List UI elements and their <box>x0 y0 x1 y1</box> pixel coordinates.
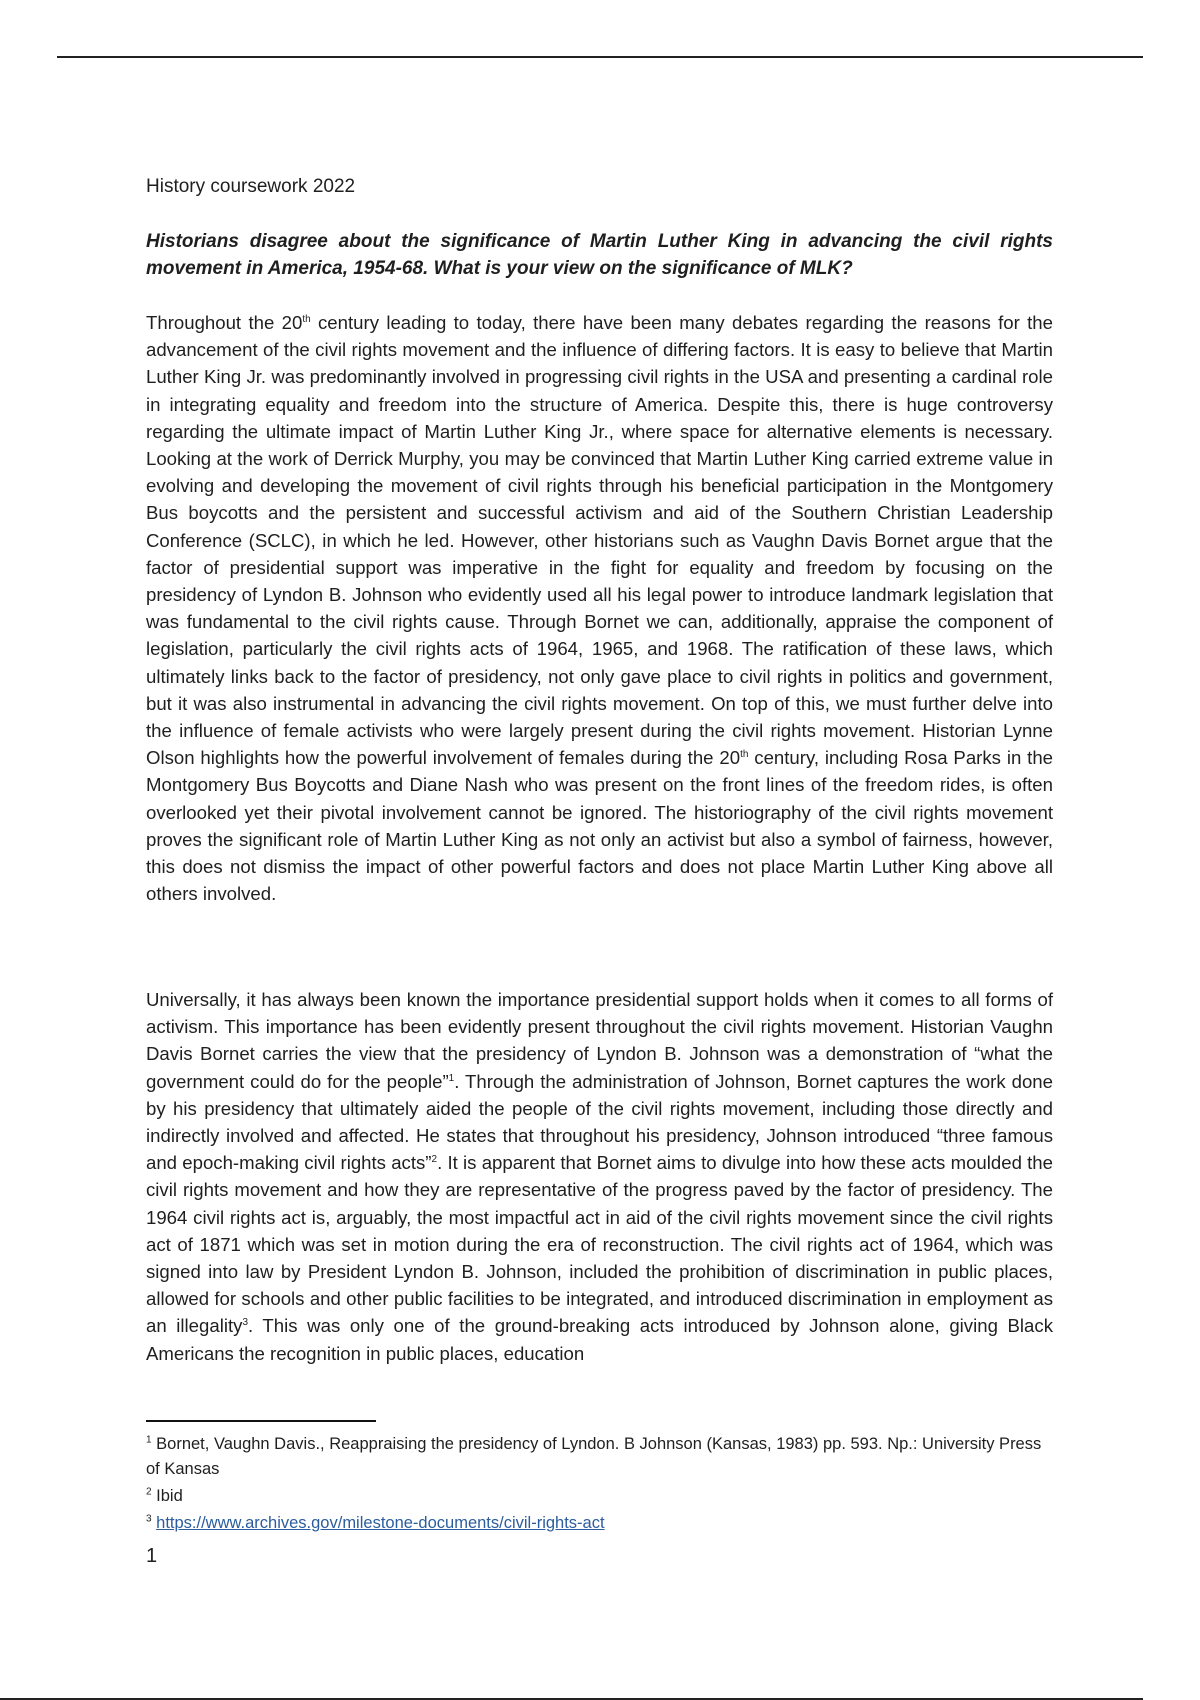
footnote-3 <box>146 1511 1053 1536</box>
footnote-number: 2 <box>146 1486 152 1498</box>
footnotes <box>146 1432 1053 1538</box>
footnote-ref-1[interactable]: 1 <box>448 1072 455 1084</box>
footnote-number: 1 <box>146 1434 152 1446</box>
paragraph-text: century leading to today, there have been many debates regarding the reasons for the advancement of the civil rights movement and the influence of differing factors. It is easy to believe that Martin Luther King Jr. was predominantly involved in progressing civil rights in the USA and presenting a cardinal role in integrating equality and freedom into the structure of America. Despite this, there is huge controversy regarding the ultimate impact of Martin Luther King Jr., where space for alternative elements is necessary. Looking at the work of Derrick Murphy, you may be convinced that Martin Luther King carried extreme value in evolving and developing the movement of civil rights through his beneficial participation in the Montgomery Bus boycotts and the persistent and successful activism and aid of the Southern Christian Leadership Conference (SCLC), in which he led. However, other historians such as Vaughn Davis Bornet argue that the factor of presidential support was imperative in the fight for equality and freedom by focusing on the presidency of Lyndon B. Johnson who evidently used all his legal power to introduce landmark legislation that was fundamental to the civil rights cause. Through Bornet we can, additionally, appraise the component of legislation, particularly the civil rights acts of 1964, 1965, and 1968. The ratification of these laws, which ultimately links back to the factor of presidency, not only gave place to civil rights in politics and government, but it was also instrumental in advancing the civil rights movement. On top of this, we must further delve into the influence of female activists who were largely present during the civil rights movement. Historian Lynne Olson highlights how the powerful involvement of females during the 20 <box>146 312 1053 769</box>
footnote-text: Bornet, Vaughn Davis., Reappraising the presidency of Lyndon. B Johnson (Kansas, 1983) pp. 593. Np.: University Press of Kansas <box>146 1435 1042 1478</box>
paragraph-text: Throughout the 20 <box>146 312 303 333</box>
paragraph-text: century, including Rosa Parks in the Montgomery Bus Boycotts and Diane Nash who was present on the front lines of the freedom rides, is often overlooked yet their pivotal involvement cannot be ignored. The historiography of the civil rights movement proves the significant role of Martin Luther King as not only an activist but also a symbol of fairness, however, this does not dismiss the impact of other powerful factors and does not place Martin Luther King above all others involved. <box>146 747 1054 905</box>
superscript: th <box>302 313 311 325</box>
body-paragraph-2 <box>146 986 1053 1367</box>
paragraph-text: Universally, it has always been known the importance presidential support holds when it comes to all forms of activism. This importance has been evidently present throughout the civil rights movement. Historian Vaughn Davis Bornet carries the view that the presidency of Lyndon B. Johnson was a demonstration of “what the government could do for the people” <box>146 989 1053 1092</box>
page-number: 1 <box>146 1545 158 1567</box>
course-title: History coursework 2022 <box>146 176 356 197</box>
footnote-ref-2[interactable]: 2 <box>431 1154 438 1166</box>
header-rule <box>57 56 1143 58</box>
footnote-number: 3 <box>146 1513 152 1525</box>
paragraph-text: . Through the administration of Johnson, Bornet captures the work done by his presidency that ultimately aided the people of the civil rights movement, including those directly and indirectly involved and affected. He states that throughout his presidency, Johnson introduced “three famous and epoch-making civil rights acts” <box>146 1070 1053 1174</box>
footnote-ref-3[interactable]: 3 <box>242 1317 248 1329</box>
body-paragraph-1 <box>146 309 1053 907</box>
paragraph-text: . It is apparent that Bornet aims to divulge into how these acts moulded the civil rights movement and how they are representative of the progress paved by the factor of presidency. The 1964 civil rights act is, arguably, the most impactful act in aid of the civil rights movement since the civil rights act of 1871 which was set in motion during the era of reconstruction. The civil rights act of 1964, which was signed into law by President Lyndon B. Johnson, included the prohibition of discrimination in public places, allowed for schools and other public facilities to be integrated, and introduced discrimination in employment as an illegality <box>146 1152 1053 1337</box>
footnote-1 <box>146 1432 1053 1482</box>
footnote-2 <box>146 1484 1053 1509</box>
footnote-link[interactable]: https://www.archives.gov/milestone-documents/civil-rights-act <box>156 1514 605 1532</box>
essay-question: Historians disagree about the significance of Martin Luther King in advancing the civil rights movement in America, 1954-68. What is your view on the significance of MLK? <box>146 231 1053 279</box>
superscript: th <box>740 749 749 761</box>
footnote-text: Ibid <box>156 1487 183 1505</box>
paragraph-text: . This was only one of the ground-breaking acts introduced by Johnson alone, giving Black Americans the recognition in public places, education <box>146 1315 1053 1364</box>
footnote-separator <box>146 1420 376 1422</box>
